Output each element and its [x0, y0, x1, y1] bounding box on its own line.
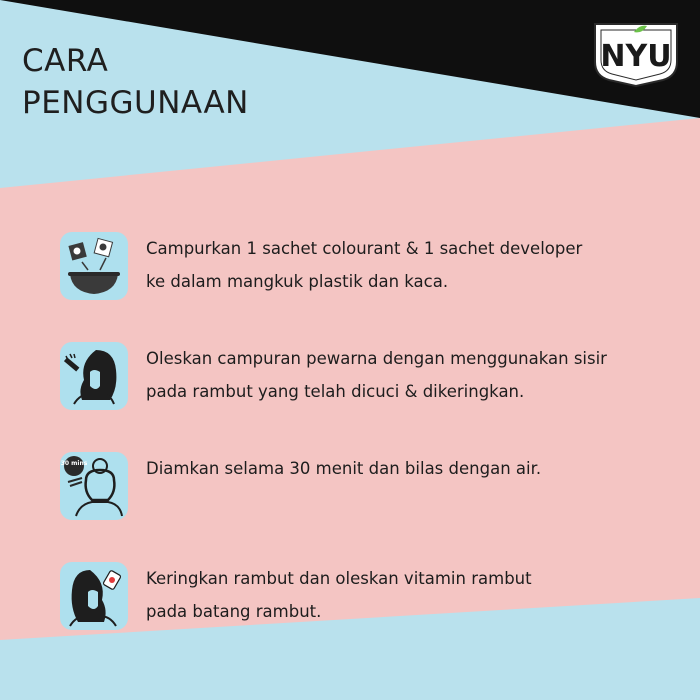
step-1 — [0, 232, 700, 312]
step-4-text — [146, 562, 666, 628]
timer-label: 30 mins — [60, 460, 88, 467]
title-line-1: CARA — [22, 43, 109, 79]
step-3-line-1: Diamkan selama 30 menit dan bilas dengan air. — [146, 459, 542, 478]
step-4 — [0, 562, 700, 642]
logo-text: NYU — [600, 39, 672, 74]
step-1-text — [146, 232, 666, 298]
step-1-line-1: Campurkan 1 sachet colourant & 1 sachet developer — [146, 239, 583, 258]
step-2-line-2: pada rambut yang telah dicuci & dikeringkan. — [146, 382, 525, 401]
vitamin-drop-icon — [109, 577, 115, 583]
step-3 — [0, 452, 700, 532]
step-1-line-2: ke dalam mangkuk plastik dan kaca. — [146, 272, 449, 291]
timer-wait-icon — [60, 452, 128, 520]
bowl-mixing-icon — [60, 232, 128, 300]
step-4-line-2: pada batang rambut. — [146, 602, 322, 621]
step-2-text — [146, 342, 666, 408]
step-4-line-1: Keringkan rambut dan oleskan vitamin rambut — [146, 569, 532, 588]
step-2-line-1: Oleskan campuran pewarna dengan menggunakan sisir — [146, 349, 607, 368]
hair-brushing-icon — [60, 342, 128, 410]
title-line-2: PENGGUNAAN — [22, 85, 249, 121]
step-3-text — [146, 452, 666, 485]
hair-vitamin-icon — [60, 562, 128, 630]
step-2 — [0, 342, 700, 422]
nyu-logo — [591, 18, 681, 88]
logo-badge-icon — [591, 18, 681, 88]
page-title — [22, 40, 249, 124]
